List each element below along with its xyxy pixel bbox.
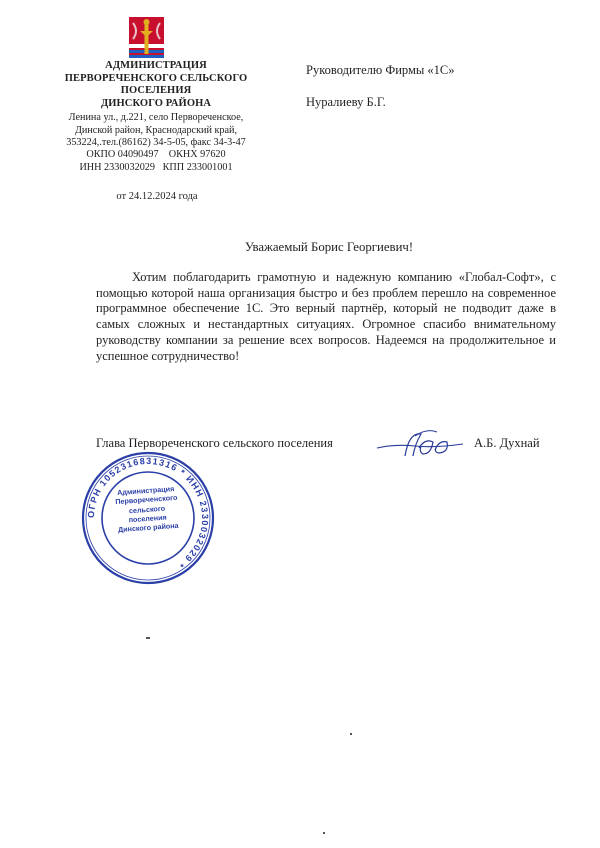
scan-speck [323,832,325,834]
sender-organization [50,60,262,110]
handwritten-signature [375,426,465,462]
stamp-line: сельского поселения [128,503,167,525]
org-line: ПОСЕЛЕНИЯ [120,85,192,97]
stamp-line: Первореченского [115,493,178,507]
coat-of-arms-emblem [129,17,164,58]
recipient-title: Руководителю Фирмы «1С» [306,63,455,77]
scan-speck [350,733,352,735]
address-line: Динской район, Краснодарский край, [74,124,238,136]
stamp-line: Администрация [116,484,175,498]
scan-speck [146,637,150,639]
stamp-center-text [110,484,183,535]
sender-block [50,60,262,202]
sender-address [50,112,262,173]
stamp-ring-text: ОГРН 1052316831316 * ИНН 2330032029 * [85,455,211,571]
recipient-name: Нуралиеву Б.Г. [306,95,386,109]
org-line: ПЕРВОРЕЧЕНСКОГО СЕЛЬСКОГО [64,72,248,84]
signatory-title: Глава Первореченского сельского поселения [96,436,333,450]
letter-body: Хотим поблагодарить грамотную и надежную компанию «Глобал-Софт», с помощью которой наша организация быстро и без проблем перешло на современное программное обеспечение 1С. Это верный партнёр, который не подводит даже в самых сложных и нестандартных ситуациях. Огромное спасибо внимательному руководству компании за решение всех вопросов. Надеемся на продолжительное и успешное сотрудничество! [96,270,556,363]
org-line: АДМИНИСТРАЦИЯ [105,60,207,71]
address-line: ОКПО 04090497 ОКНХ 97620 [86,149,226,161]
recipient-block [306,63,455,110]
address-line: ИНН 2330032029 КПП 233001001 [79,161,233,173]
stamp-line: Динского района [117,521,179,535]
signatory-name: А.Б. Духнай [474,436,540,450]
address-line: 353224,.тел.(86162) 34-5-05, факс 34-3-47 [66,136,246,148]
org-line: ДИНСКОГО РАЙОНА [100,97,212,109]
letter-date: от 24.12.2024 года [116,190,198,202]
address-line: Ленина ул., д.221, село Первореченское, [68,112,244,124]
greeting: Уважаемый Борис Георгиевич! [244,240,414,254]
